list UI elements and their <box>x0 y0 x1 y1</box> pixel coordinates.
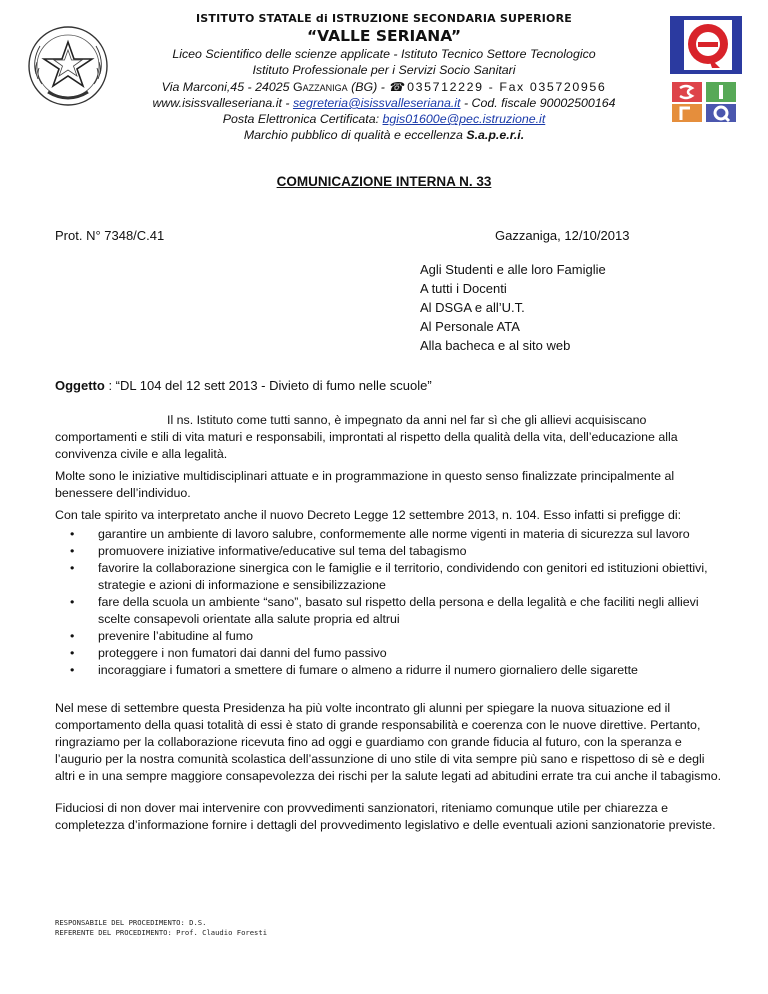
paragraph-presidency: Nel mese di settembre questa Presidenza ha più volte incontrato gli alunni per spiegare la nuova situazione ed il comportamento della quasi totalità di essi è stato di grande responsabilità e coerenza con le nuove direttive. Pertanto, ringraziamo per la collaborazione ricevuta fino ad oggi e guardiamo con grande fiducia al futuro, con la speranza e l’augurio per la nostra comunità scolastica dell’assunzione di uno stile di vita sempre più sano e rispettoso di sè e degli altri e in una sempre maggiore consapevolezza dei rischi per la salute legati ad abitudini errate tra cui anche il tabagismo. <box>55 701 722 783</box>
list-item: • incoraggiare i fumatori a smettere di fumare o almeno a ridurre il numero giornaliero delle sigarette <box>70 663 638 677</box>
responsible-person: RESPONSABILE DEL PROCEDIMENTO: D.S. <box>55 918 207 927</box>
subject-label: Oggetto <box>55 378 105 393</box>
bullet-icon: • <box>70 527 75 541</box>
paragraph-decree: Con tale spirito va interpretato anche il nuovo Decreto Legge 12 settembre 2013, n. 104. Esso infatti si prefigge di: <box>55 508 682 522</box>
subject-text: : “DL 104 del 12 sett 2013 - Divieto di fumo nelle scuole” <box>104 378 432 393</box>
institute-address: Via Marconi,45 - 24025 Gazzaniga (BG) - ☎ 035712229 - Fax 035720956 <box>161 79 607 94</box>
list-item: • proteggere i non fumatori dai danni del fumo passivo <box>70 646 387 660</box>
recipient: A tutti i Docenti <box>420 281 507 296</box>
institute-header <box>100 12 668 144</box>
quality-mark-line: Marchio pubblico di qualità e eccellenza S.a.p.e.r.i. <box>243 128 525 143</box>
list-item: • favorire la collaborazione sinergica con le famiglie e il territorio, condividendo con genitori ed istituzioni obiettivi, strategie e azioni di informazione e sensibilizzazione <box>70 561 708 592</box>
sirq-logo <box>666 80 746 124</box>
institute-contacts: www.isissvalleseriana.it - segreteria@isissvalleseriana.it - Cod. fiscale 90002500164 <box>152 95 616 110</box>
objectives-list <box>68 526 724 679</box>
institute-name: “VALLE SERIANA” <box>306 27 462 45</box>
saperi-logo <box>668 14 748 78</box>
bullet-icon: • <box>70 646 75 660</box>
address-town: Gazzaniga <box>293 79 348 94</box>
recipient: Alla bacheca e al sito web <box>420 338 571 353</box>
document-title: COMUNICAZIONE INTERNA N. 33 <box>276 174 492 189</box>
recipients-list <box>420 260 606 355</box>
website-text: www.isissvalleseriana.it <box>152 95 282 110</box>
pec-line: Posta Elettronica Certificata: bgis01600e@pec.istruzione.it <box>222 112 546 127</box>
paragraph-initiatives: Molte sono le iniziative multidisciplinari attuate e in programmazione in questo senso finalizzate principalmente al benessere dell’individuo. <box>55 469 675 500</box>
institute-courses: Liceo Scientifico delle scienze applicate - Istituto Tecnico Settore Tecnologico <box>172 47 596 61</box>
fiscal-code: - Cod. fiscale 90002500164 <box>460 95 616 110</box>
bullet-icon: • <box>70 663 75 677</box>
bullet-icon: • <box>70 561 75 575</box>
paragraph-intro: Il ns. Istituto come tutti sanno, è impegnato da anni nel far sì che gli allievi acquisiscano comportamenti e stili di vita maturi e responsabili, improntati al rispetto della qualità della vita, dell’educazione alla convivenza civile e alla legalità. <box>55 413 678 461</box>
bullet-icon: • <box>70 629 75 643</box>
list-item: • promuovere iniziative informative/educative sul tema del tabagismo <box>70 544 467 558</box>
list-item: • fare della scuola un ambiente “sano”, basato sul rispetto della persona e della legalità e che faciliti negli allievi scelte consapevoli orientate alla salute propria ed altrui <box>70 595 699 626</box>
recipient: Al Personale ATA <box>420 319 520 334</box>
republic-emblem-icon <box>26 24 110 108</box>
document-footer <box>55 918 267 938</box>
bullet-icon: • <box>70 595 75 609</box>
institute-courses-2: Istituto Professionale per i Servizi Socio Sanitari <box>252 63 516 78</box>
recipient: Al DSGA e all’U.T. <box>420 300 525 315</box>
list-item: • garantire un ambiente di lavoro salubre, conformemente alle norme vigenti in materia di sicurezza sul lavoro <box>70 527 690 541</box>
subject-line <box>55 378 432 393</box>
recipient: Agli Studenti e alle loro Famiglie <box>420 262 606 277</box>
place-date: Gazzaniga, 12/10/2013 <box>495 228 630 243</box>
protocol-number: Prot. N° 7348/C.41 <box>55 228 165 243</box>
phone-fax: 035712229 - Fax 035720956 <box>407 79 607 94</box>
institute-type: ISTITUTO STATALE di ISTRUZIONE SECONDARIA SUPERIORE <box>196 12 572 25</box>
pec-link[interactable]: bgis01600e@pec.istruzione.it <box>382 112 546 127</box>
quality-brand: S.a.p.e.r.i. <box>466 128 525 143</box>
paragraph-closing: Fiduciosi di non dover mai intervenire con provvedimenti sanzionatori, riteniamo comunque utile per chiarezza e completezza d’informazione fornire i dettagli del provvedimento legislativo e delle eventuali azioni sanzionatorie previste. <box>55 801 716 832</box>
referent-person: REFERENTE DEL PROCEDIMENTO: Prof. Claudio Foresti <box>55 928 268 937</box>
email-link[interactable]: segreteria@isissvalleseriana.it <box>292 95 461 110</box>
bullet-icon: • <box>70 544 75 558</box>
list-item: • prevenire l’abitudine al fumo <box>70 629 253 643</box>
